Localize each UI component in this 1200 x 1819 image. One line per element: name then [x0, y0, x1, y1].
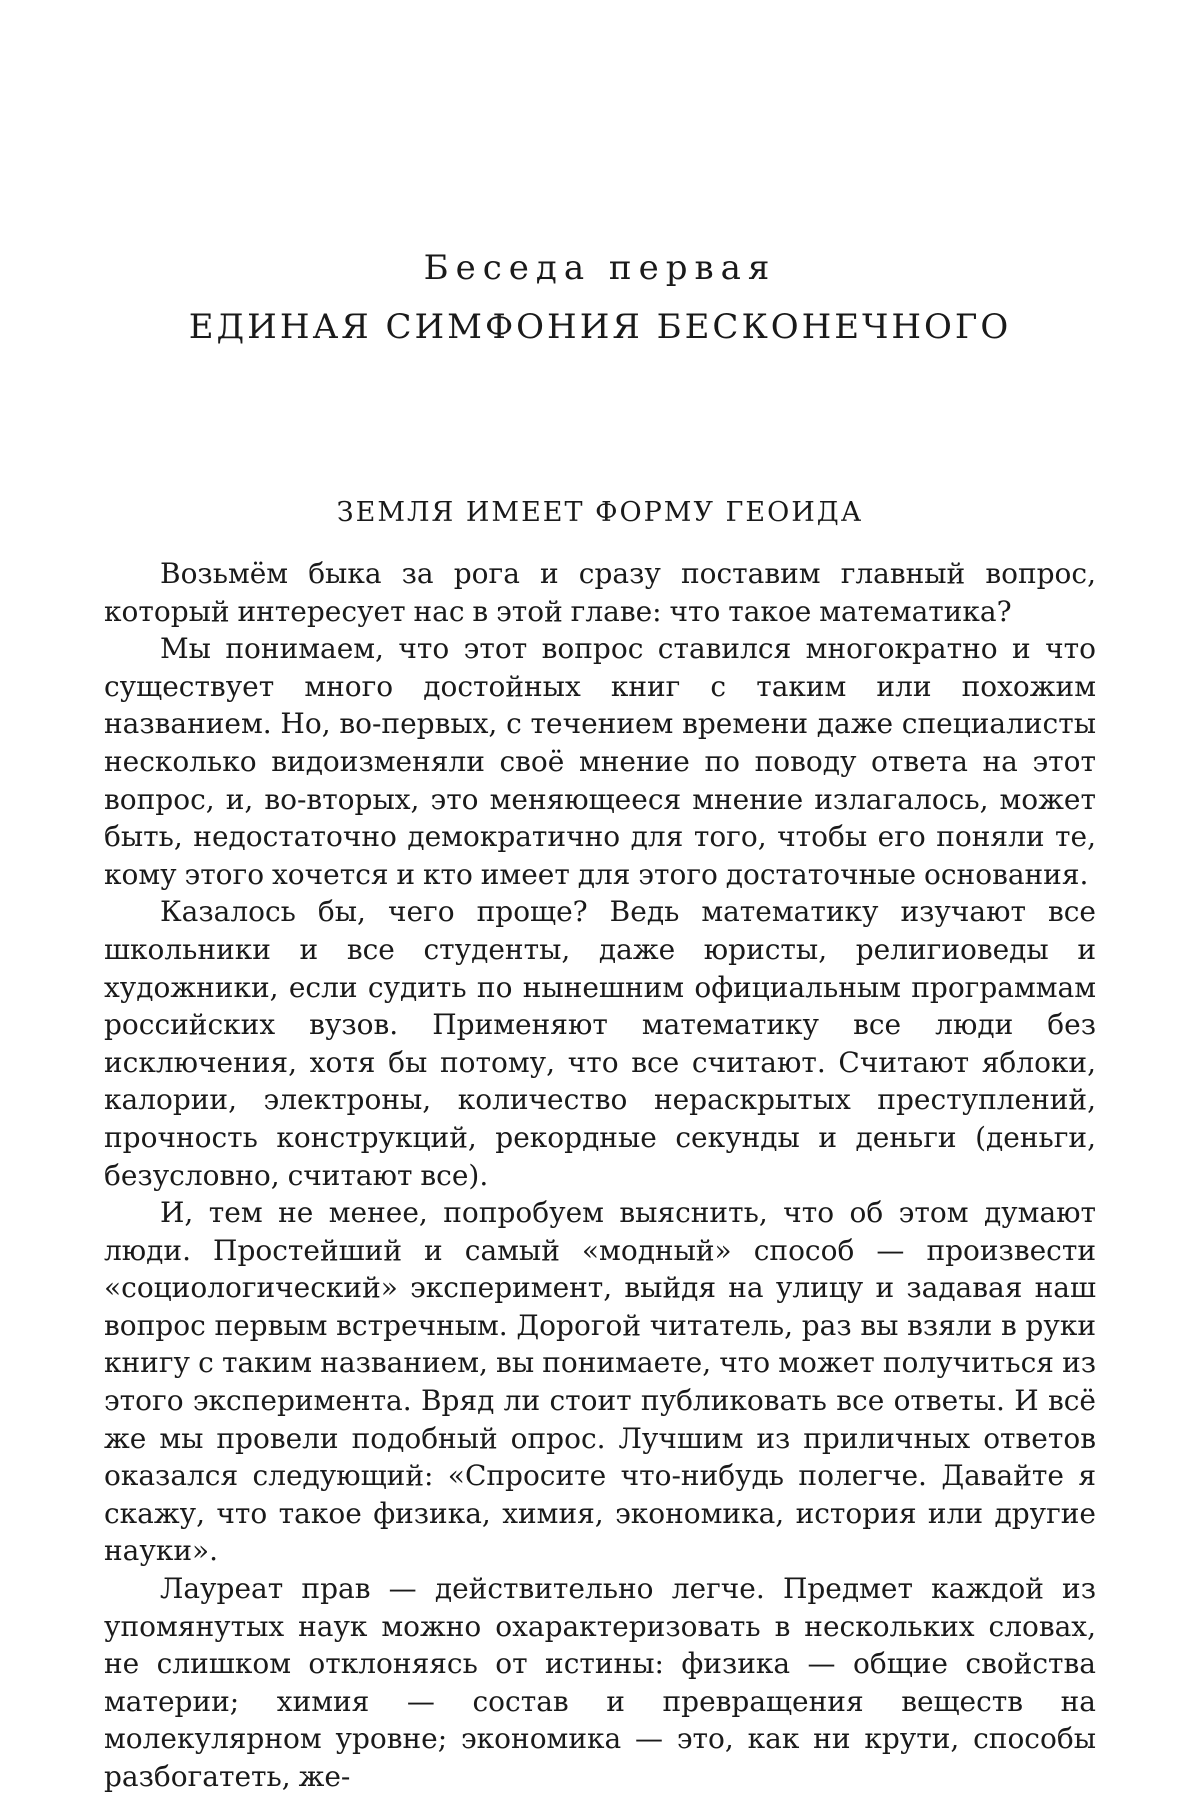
paragraph: Казалось бы, чего проще? Ведь математику изучают все школьники и все студенты, даже юристы, религиоведы и художники, если судить по нынешним официальным программам российских вузов. Применяют математику все люди без исключения, хотя бы потому, что все считают. Считают яблоки, калории, электроны, количество нераскрытых преступлений, прочность конструкций, рекордные секунды и деньги (деньги, безусловно, считают все).: [104, 895, 1096, 1192]
paragraph: И, тем не менее, попробуем выяснить, что об этом думают люди. Простейший и самый «модный» способ — произвести «социологический» эксперимент, выйдя на улицу и задавая наш вопрос первым встречным. Дорогой читатель, раз вы взяли в руки книгу с таким названием, вы понимаете, что может получиться из этого эксперимента. Вряд ли стоит публиковать все ответы. И всё же мы провели подобный опрос. Лучшим из приличных ответов оказался следующий: «Спросите что-нибудь полегче. Давайте я скажу, что такое физика, химия, экономика, история или другие науки».: [104, 1196, 1096, 1568]
paragraph: Возьмём быка за рога и сразу поставим главный вопрос, который интересует нас в этой главе: что такое математика?: [104, 557, 1096, 628]
chapter-title: ЕДИНАЯ СИМФОНИЯ БЕСКОНЕЧНОГО: [188, 307, 1012, 347]
chapter-kicker: Беседа первая: [423, 248, 777, 288]
body-text: [104, 555, 1096, 1796]
paragraph: Мы понимаем, что этот вопрос ставился многократно и что существует много достойных книг с таким или похожим названием. Но, во-первых, с течением времени даже специалисты несколько видоизменяли своё мнение по поводу ответа на этот вопрос, и, во-вторых, это меняющееся мнение излагалось, может быть, недостаточно демократично для того, чтобы его поняли те, кому этого хочется и кто имеет для этого достаточные основания.: [104, 632, 1096, 891]
section-title: ЗЕМЛЯ ИМЕЕТ ФОРМУ ГЕОИДА: [336, 497, 864, 528]
paragraph: Лауреат прав — действительно легче. Предмет каждой из упомянутых наук можно охарактеризовать в нескольких словах, не слишком отклоняясь от истины: физика — общие свойства материи; химия — состав и превращения веществ на молекулярном уровне; экономика — это, как ни крути, способы разбогатеть, же-: [104, 1572, 1096, 1793]
